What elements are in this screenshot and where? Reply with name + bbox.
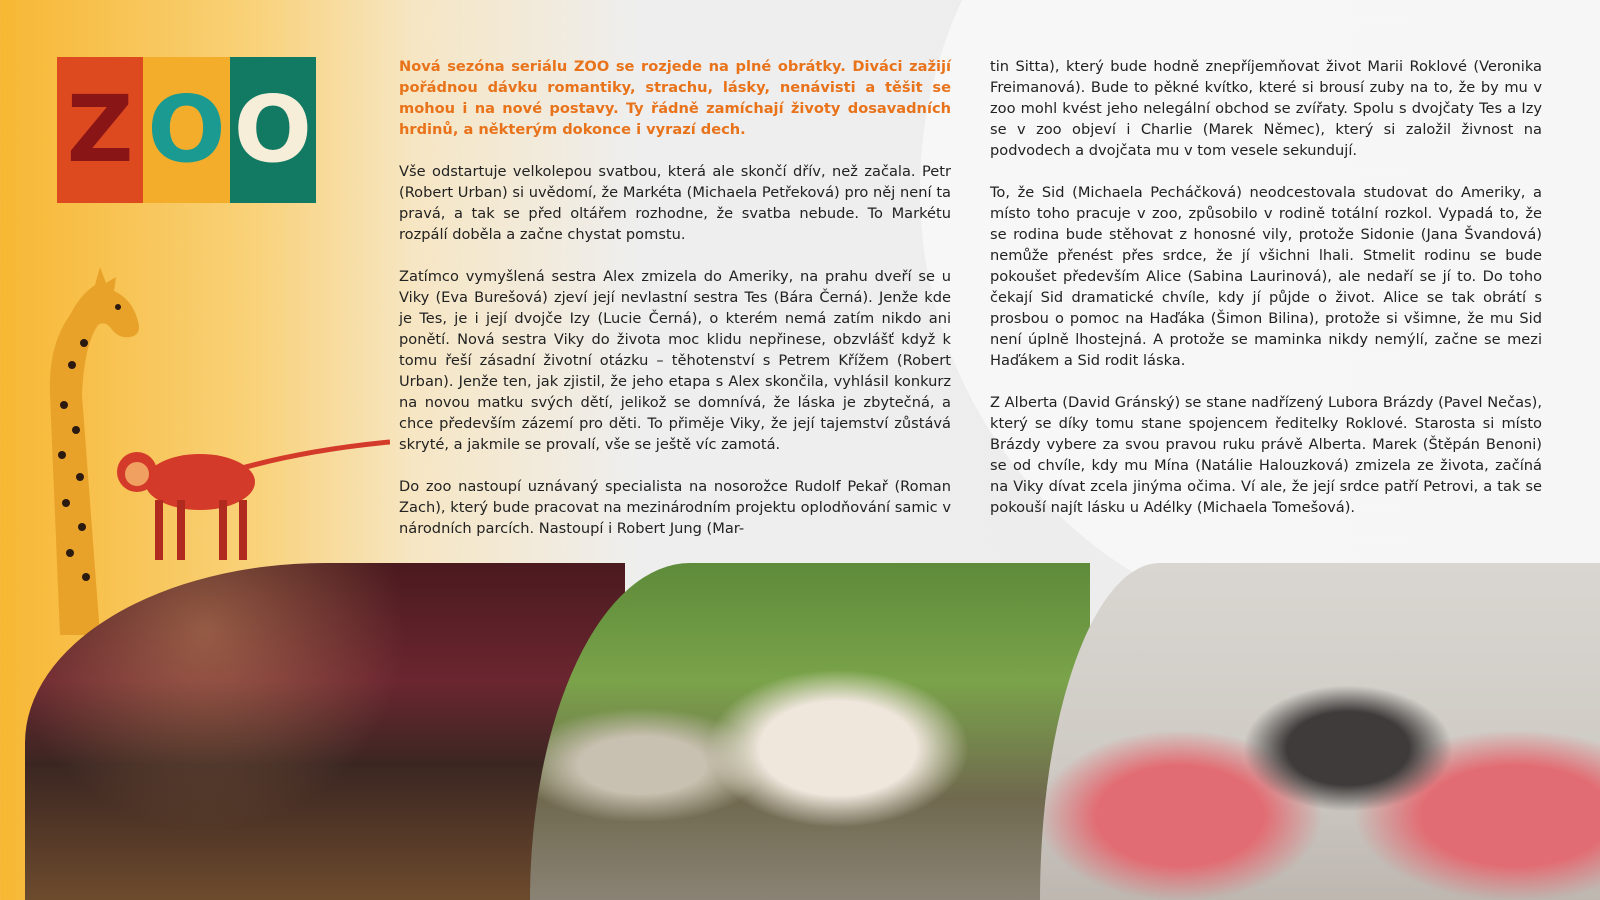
- paragraph-specialist: Do zoo nastoupí uznávaný specialista na nosorožce Rudolf Pekař (Roman Zach), který bude pracovat na mezinárodním projektu oplodňování samic v národních parcích. Nastoupí i Robert Jung (Mar-: [399, 478, 951, 537]
- photo-man-with-twins: [1040, 563, 1600, 900]
- monkey-illustration: [115, 430, 390, 570]
- article-column-2: [990, 56, 1542, 539]
- lead-paragraph: Nová sezóna seriálu ZOO se rozjede na plné obrátky. Diváci zažijí pořádnou dávku romantiky, strachu, lásky, nenávisti a těšit se mohou i na nové postavy. Ty řádně zamíchají životy dosavadních hrdinů, a některým dokonce i vyrazí dech.: [399, 58, 951, 138]
- paragraph-sid: To, že Sid (Michaela Pecháčková) neodcestovala studovat do Ameriky, a místo toho pracuje v zoo, způsobilo v rodině totální rozkol. Vypadá to, že se rodina bude stěhovat z honosné vily, protože Sidonie (Jana Švandová) nemůže přenést přes srdce, že jí všichni lhali. Stmelit rodinu se bude pokoušet především Alice (Sabina Laurinová), ale nedaří se jí to. Do toho čekají Sid dramatické chvíle, kdy jí půjde o život. Alice se tak obrátí s prosbou o pomoc na Haďáka (Šimon Bilina), protože si všimne, že mu Sid není úplně lhostejná. A protože se maminka nikdy nemýlí, začne se mezi Haďákem a Sid rodit láska.: [990, 184, 1542, 369]
- zoo-logo: [57, 57, 316, 203]
- paragraph-wedding: Vše odstartuje velkolepou svatbou, která ale skončí dřív, než začala. Petr (Robert Urban) si uvědomí, že Markéta (Michaela Petřeková) pro něj není ta pravá, a tak se před oltářem rozhodne, že svatba nebude. To Markétu rozpálí doběla a začne chystat pomstu.: [399, 163, 951, 243]
- photo-strip: [0, 563, 1600, 900]
- logo-letter-o2: O: [233, 76, 312, 183]
- logo-letter-z: Z: [66, 76, 134, 183]
- paragraph-alberta: Z Alberta (David Gránský) se stane nadřízený Lubora Brázdy (Pavel Nečas), který se díky tomu stane spojencem ředitelky Roklové. Starosta si místo Brázdy vybere za svou pravou ruku právě Alberta. Marek (Štěpán Benoni) se od chvíle, kdy mu Mína (Natálie Halouzková) zmizela ze života, začíná na Viky dívat zcela jinýma očima. Ví ale, že její srdce patří Petrovi, a tak se pokouší najít lásku u Adélky (Michaela Tomešová).: [990, 394, 1542, 516]
- logo-letter-o1: O: [147, 76, 226, 183]
- photo-wedding-couple: [530, 563, 1090, 900]
- article-column-1: [399, 56, 951, 560]
- logo-cell-o1: [143, 57, 229, 203]
- logo-cell-o2: [230, 57, 316, 203]
- logo-cell-z: [57, 57, 143, 203]
- paragraph-sisters: Zatímco vymyšlená sestra Alex zmizela do Ameriky, na prahu dveří se u Viky (Eva Burešová) zjeví její nevlastní sestra Tes (Bára Černá). Jenže kde je Tes, je i její dvojče Izy (Lucie Černá), o kterém nemá zatím nikdo ani ponětí. Nová sestra Viky do života moc klidu nepřinese, obzvlášť když k tomu řeší zásadní životní otázku – těhotenství s Petrem Křížem (Robert Urban). Jenže ten, jak zjistil, že jeho etapa s Alex skončila, vyhlásil konkurz na novou matku svých dětí, jelikož se domnívá, že láska je zbytečná, a chce především zázemí pro děti. To přiměje Viky, že její tajemství zůstává skryté, a jakmile se provalí, vše se ještě víc zamotá.: [399, 268, 951, 453]
- paragraph-robert-jung: tin Sitta), který bude hodně znepříjemňovat život Marii Roklové (Veronika Freimanová). Bude to pěkné kvítko, které si brousí zuby na to, že by mu v zoo mohl kvést jeho nelegální obchod se zvířaty. Spolu s dvojčaty Tes a Izy se v zoo objeví i Charlie (Marek Němec), který si založil živnost na podvodech a dvojčata mu v tom vesele sekundují.: [990, 58, 1542, 159]
